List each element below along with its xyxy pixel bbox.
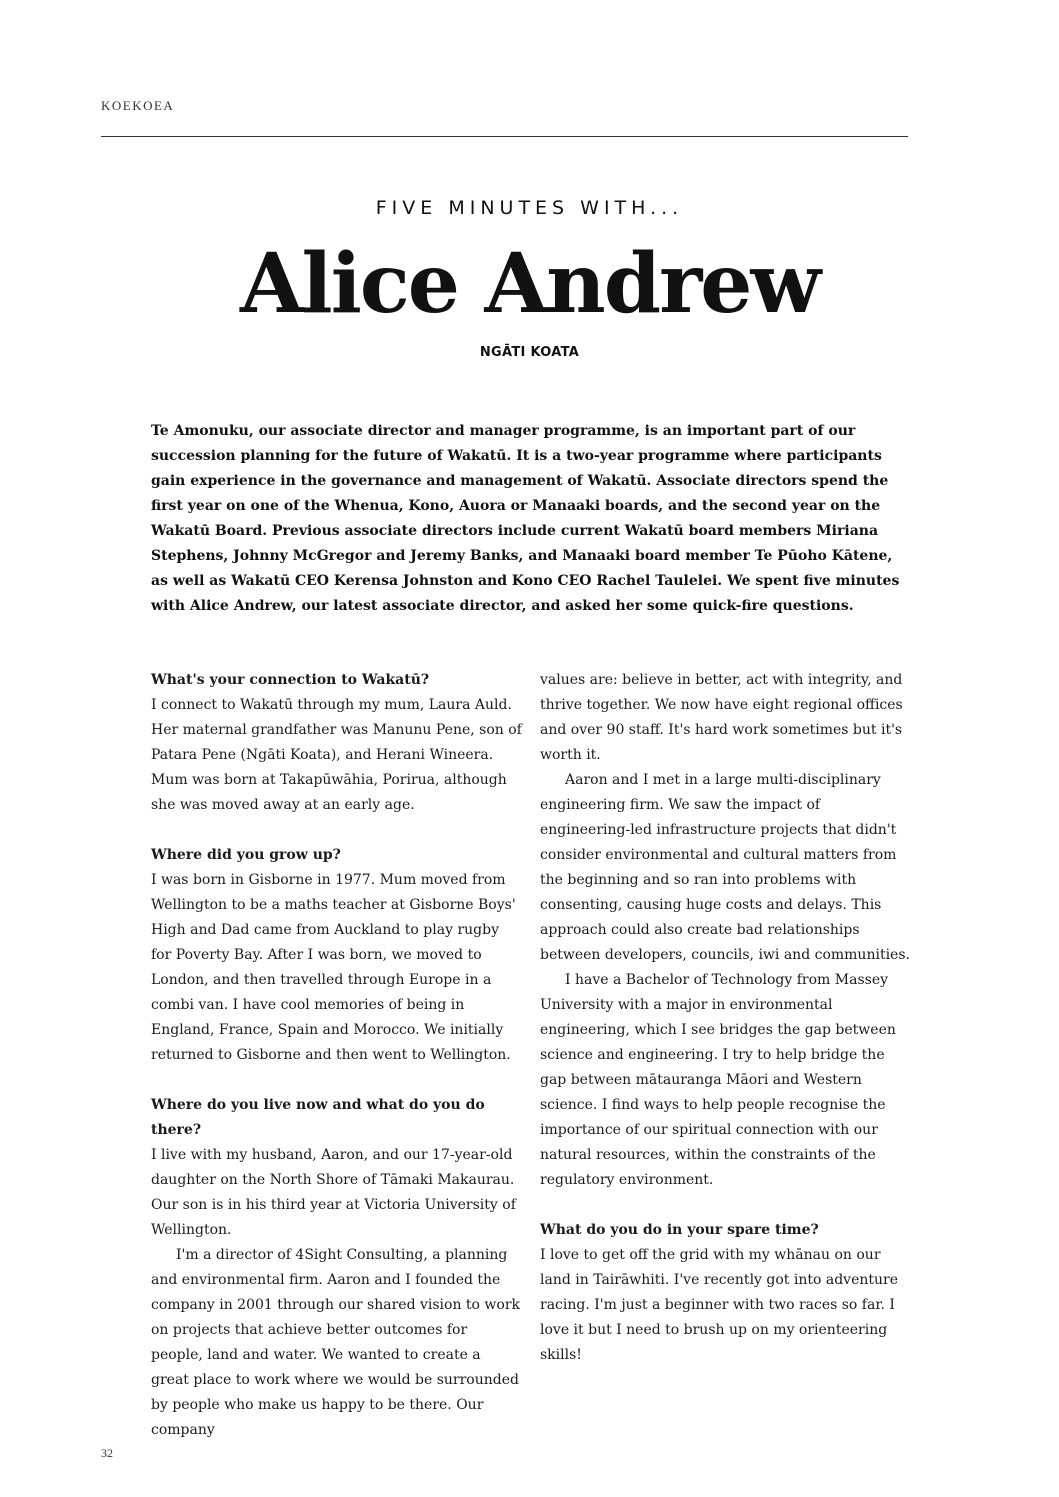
header-divider [101,136,908,137]
iwi-affiliation: NGĀTI KOATA [479,345,580,360]
answer-live-now-company: I'm a director of 4Sight Consulting, a planning and environmental firm. Aaron and I founded the company in 2001 through our shared vision to work on projects that achieve better outcomes for people, land and water. We wanted to create a great place to work where we would be surrounded by people who make us happy to be there. Our company [151,1247,521,1438]
answer-connection: I connect to Wakatū through my mum, Laura Auld. Her maternal grandfather was Manunu Pene, son of Patara Pene (Ngāti Koata), and Herani Wineera. Mum was born at Takapūwāhia, Porirua, although she was moved away at an early age. [151,697,522,813]
question-spare-time: What do you do in your spare time? [540,1222,819,1238]
paragraph-gap [540,1193,912,1218]
paragraph-gap [151,818,523,843]
right-column [540,668,912,1368]
answer-live-now: I live with my husband, Aaron, and our 17-year-old daughter on the North Shore of Tāmaki Makaurau. Our son is in his third year at Victoria University of Wellington. [151,1147,516,1238]
page-number: 32 [101,1446,113,1460]
question-grow-up: Where did you grow up? [151,847,341,863]
answer-company-values: values are: believe in better, act with integrity, and thrive together. We now have eight regional offices and over 90 staff. It's hard work sometimes but it's worth it. [540,672,903,763]
left-column [151,668,523,1443]
paragraph-gap [151,1068,523,1093]
question-connection: What's your connection to Wakatū? [151,672,430,688]
answer-education: I have a Bachelor of Technology from Massey University with a major in environmental engineering, which I see bridges the gap between science and engineering. I try to help bridge the gap between mātauranga Māori and Western science. I find ways to help people recognise the importance of our spiritual connection with our natural resources, within the constraints of the regulatory environment. [540,972,896,1188]
article-intro: Te Amonuku, our associate director and manager programme, is an important part of our succession planning for the future of Wakatū. It is a two-year programme where participants gain experience in the governance and management of Wakatū. Associate directors spend the first year on one of the Whenua, Kono, Auora or Manaaki boards, and the second year on the Wakatū Board. Previous associate directors include current Wakatū board members Miriana Stephens, Johnny McGregor and Jeremy Banks, and Manaaki board member Te Pūoho Kātene, as well as Wakatū CEO Kerensa Johnston and Kono CEO Rachel Taulelei. We spent five minutes with Alice Andrew, our latest associate director, and asked her some quick-fire questions. [151,423,900,614]
question-live-now: Where do you live now and what do you do there? [151,1097,485,1138]
article-title: Alice Andrew [239,236,820,332]
article-kicker: FIVE MINUTES WITH... [375,197,684,219]
section-label: KOEKOEA [101,98,175,113]
answer-engineering: Aaron and I met in a large multi-disciplinary engineering firm. We saw the impact of engineering-led infrastructure projects that didn't consider environmental and cultural matters from the beginning and so ran into problems with consenting, causing huge costs and delays. This approach could also create bad relationships between developers, councils, iwi and communities. [540,772,910,963]
answer-spare-time: I love to get off the grid with my whānau on our land in Tairāwhiti. I've recently got into adventure racing. I'm just a beginner with two races so far. I love it but I need to brush up on my orienteering skills! [540,1247,899,1363]
answer-grow-up: I was born in Gisborne in 1977. Mum moved from Wellington to be a maths teacher at Gisborne Boys' High and Dad came from Auckland to play rugby for Poverty Bay. After I was born, we moved to London, and then travelled through Europe in a combi van. I have cool memories of being in England, France, Spain and Morocco. We initially returned to Gisborne and then went to Wellington. [151,872,516,1063]
